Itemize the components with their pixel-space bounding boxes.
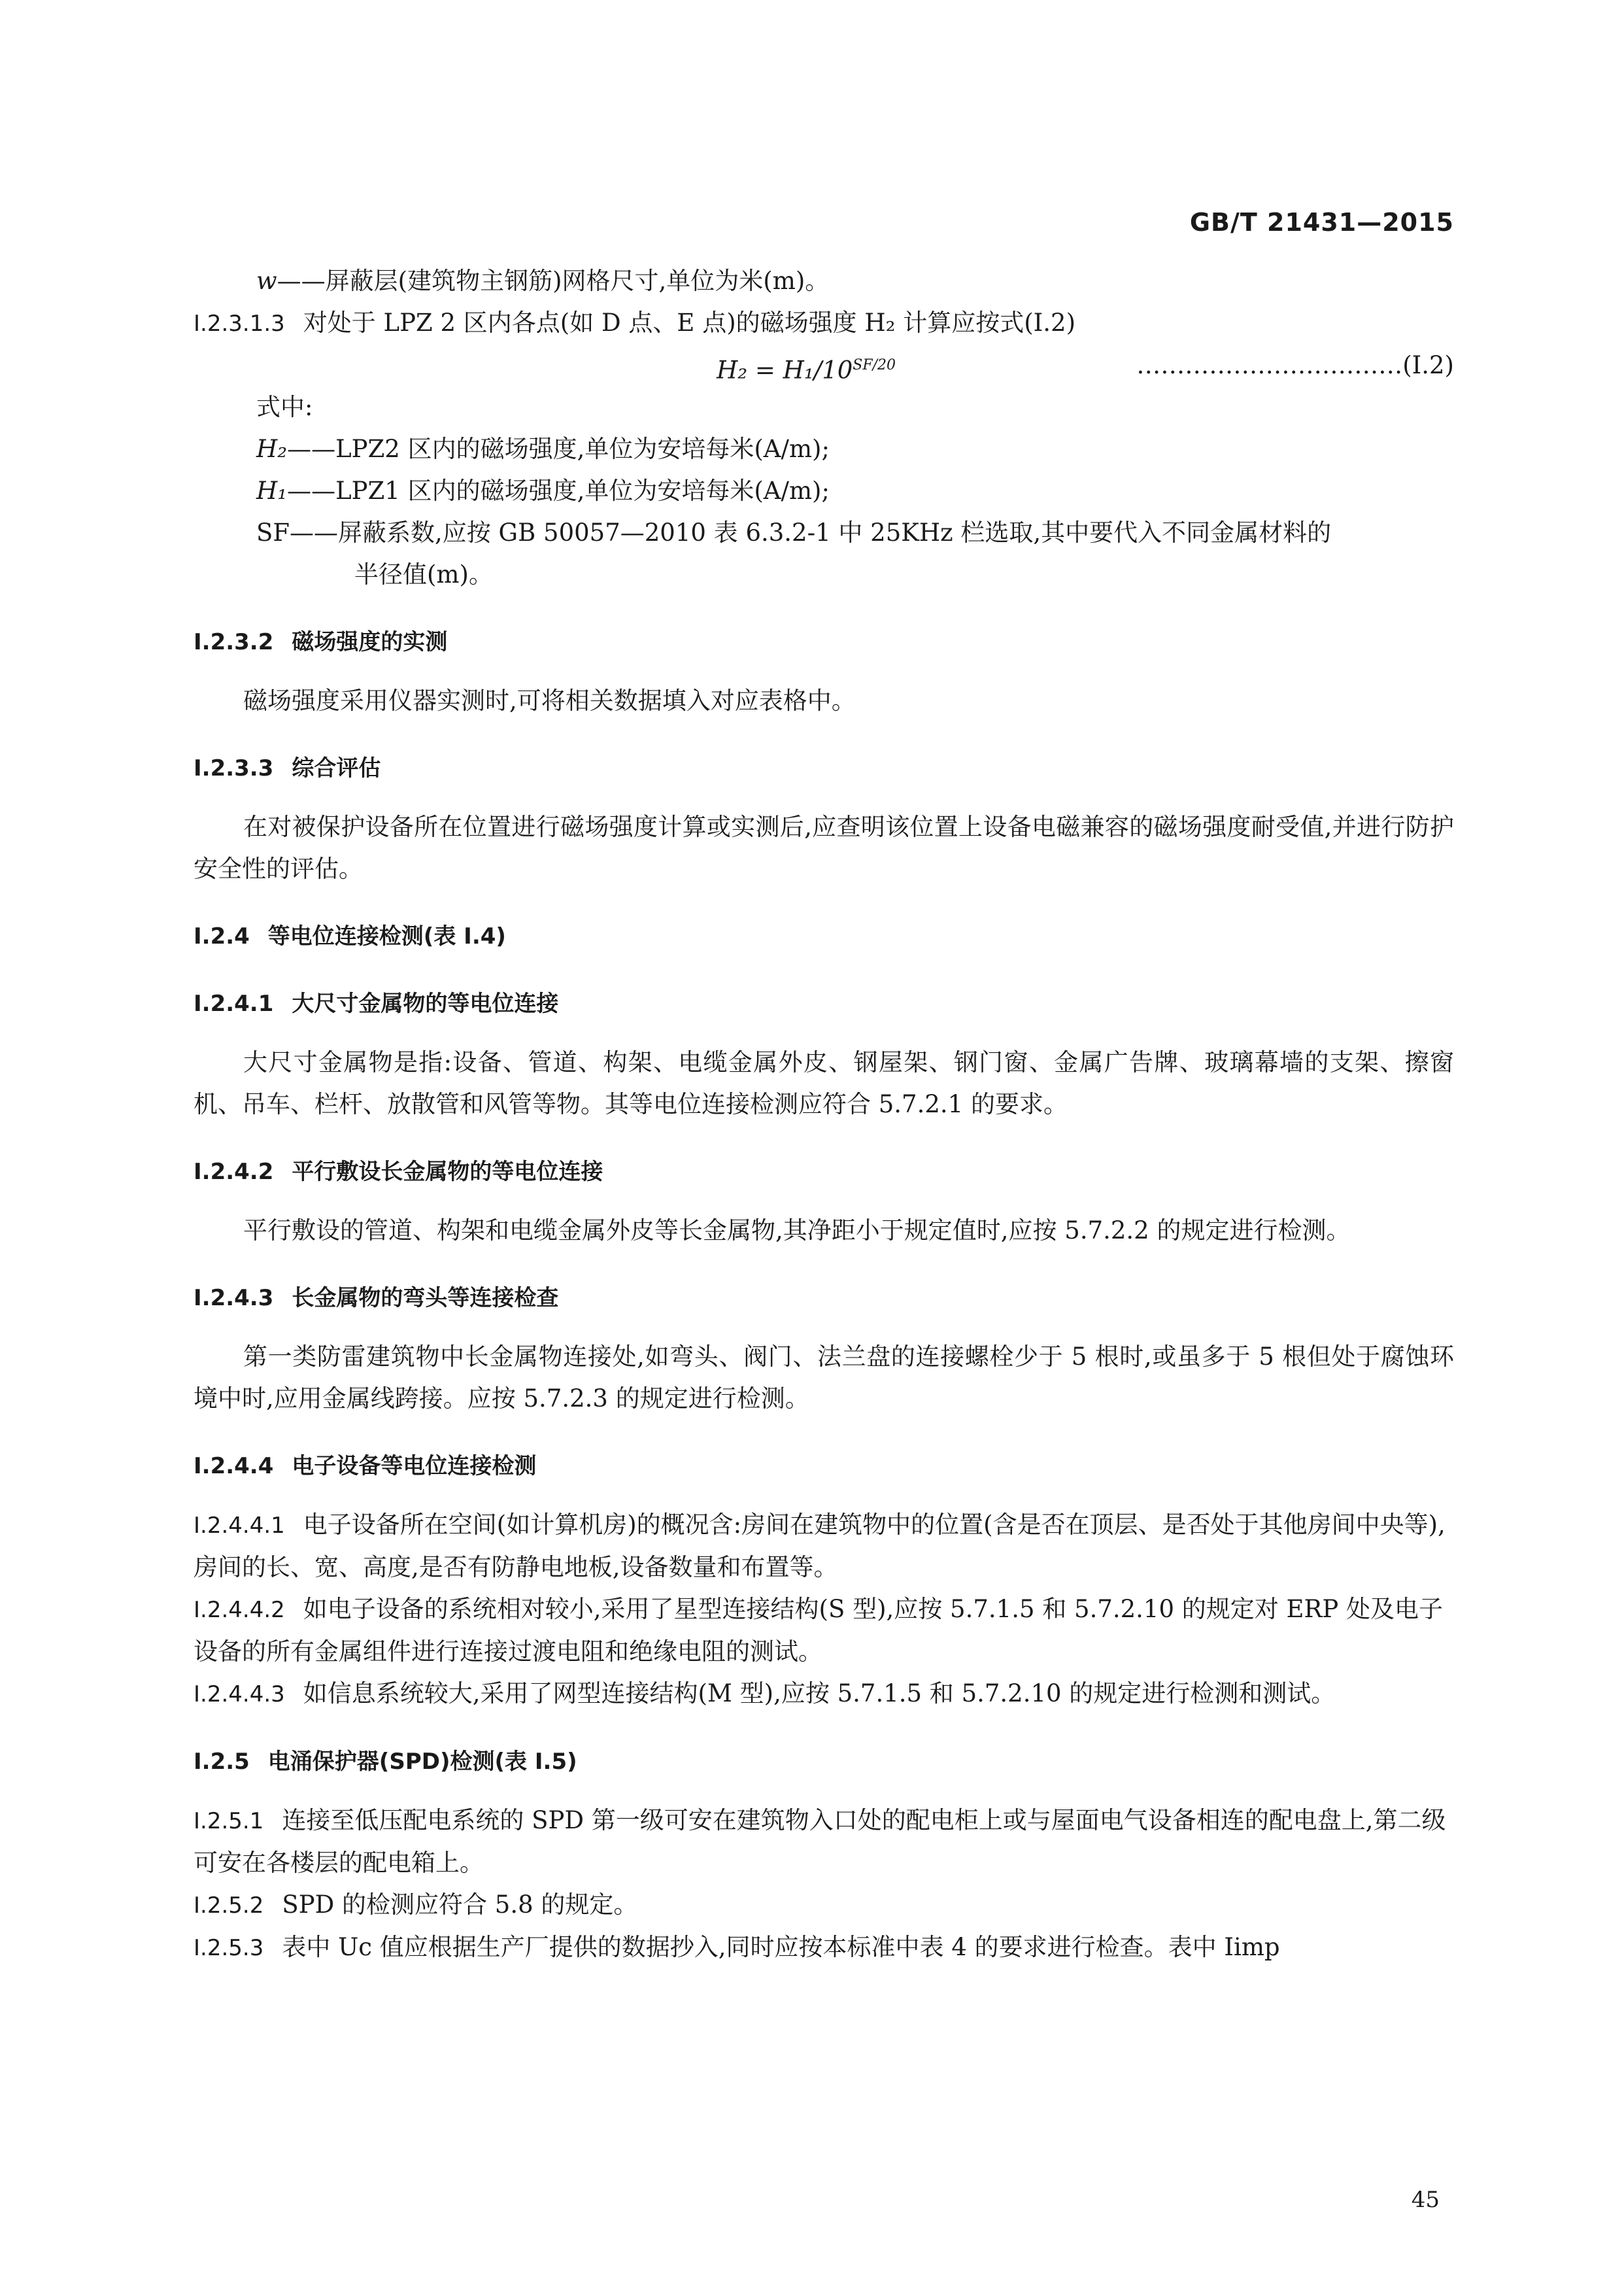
definition-term: w [256,267,277,295]
heading-I-2-4-2 [194,1150,1454,1193]
definition-sf-continued: 半径值(m)。 [354,560,493,589]
clause-I-2-5-3 [194,1926,1454,1969]
definition-h1 [194,470,1454,512]
paragraph-I-2-3-3: 在对被保护设备所在位置进行磁场强度计算或实测后,应查明该位置上设备电磁兼容的磁场强度耐受值,并进行防护安全性的评估。 [194,813,1454,883]
clause-I-2-5-2 [194,1884,1454,1926]
definition-w [194,260,1454,302]
heading-number: I.2.5 [194,1749,250,1775]
clause-text: 电子设备所在空间(如计算机房)的概况含:房间在建筑物中的位置(含是否在顶层、是否处于其他房间中央等),房间的长、宽、高度,是否有防静电地板,设备数量和布置等。 [194,1511,1446,1581]
heading-I-2-3-2 [194,621,1454,663]
where-label: 式中: [256,393,313,421]
formula-I-2 [194,345,1454,386]
heading-number: I.2.4.4 [194,1453,274,1479]
paragraph-I-2-3-2: 磁场强度采用仪器实测时,可将相关数据填入对应表格中。 [243,687,856,715]
heading-title: 等电位连接检测(表 I.4) [267,923,506,950]
clause-I-2-3-1-3 [194,302,1454,345]
paragraph-I-2-4-1: 大尺寸金属物是指:设备、管道、构架、电缆金属外皮、钢屋架、钢门窗、金属广告牌、玻璃幕墙的支架、擦窗机、吊车、栏杆、放散管和风管等物。其等电位连接检测应符合 5.7.2.1 的要求。 [194,1048,1454,1118]
heading-title: 大尺寸金属物的等电位连接 [292,991,559,1017]
formula-expression: $H_2 = H_1/10^{SF/20}$ [717,356,896,385]
definition-h2 [194,428,1454,470]
heading-I-2-4-3 [194,1276,1454,1319]
clause-I-2-4-4-3 [194,1673,1454,1715]
clause-number: I.2.4.4.1 [194,1513,285,1539]
heading-title: 平行敷设长金属物的等电位连接 [292,1159,603,1185]
heading-number: I.2.4 [194,923,250,950]
clause-number: I.2.5.2 [194,1892,264,1919]
clause-I-2-5-1 [194,1800,1454,1884]
clause-I-2-4-4-2 [194,1588,1454,1673]
definition-term: SF [256,519,290,547]
clause-I-2-4-4-1 [194,1504,1454,1588]
heading-title: 综合评估 [292,755,381,781]
page-number: 45 [1411,2187,1440,2213]
definition-term: H₁ [256,477,288,505]
definition-text: ——屏蔽系数,应按 GB 50057—2010 表 6.3.2-1 中 25KHz 栏选取,其中要代入不同金属材料的 [290,519,1332,547]
heading-number: I.2.3.3 [194,755,274,781]
clause-number: I.2.5.1 [194,1808,264,1834]
clause-text: SPD 的检测应符合 5.8 的规定。 [282,1891,638,1919]
clause-text: 如电子设备的系统相对较小,采用了星型连接结构(S 型),应按 5.7.1.5 和 5.7.2.10 的规定对 ERP 处及电子设备的所有金属组件进行连接过渡电阻和绝缘电阻的测试。 [194,1595,1444,1666]
heading-title: 电涌保护器(SPD)检测(表 I.5) [267,1749,577,1775]
definition-text: ——LPZ2 区内的磁场强度,单位为安培每米(A/m); [287,435,830,463]
heading-I-2-3-3 [194,747,1454,789]
clause-text: 如信息系统较大,采用了网型连接结构(M 型),应按 5.7.1.5 和 5.7.2.10 的规定进行检测和测试。 [303,1679,1336,1707]
heading-number: I.2.4.2 [194,1159,274,1185]
clause-number: I.2.4.4.2 [194,1597,285,1623]
clause-text: 表中 Uc 值应根据生产厂提供的数据抄入,同时应按本标准中表 4 的要求进行检查。表中 Iimp [282,1933,1280,1961]
clause-text: 对处于 LPZ 2 区内各点(如 D 点、E 点)的磁场强度 H₂ 计算应按式(I.2) [303,309,1076,337]
heading-title: 电子设备等电位连接检测 [292,1453,537,1479]
clause-number: I.2.3.1.3 [194,311,285,337]
definition-text: ——LPZ1 区内的磁场强度,单位为安培每米(A/m); [287,477,830,505]
heading-I-2-4-1 [194,982,1454,1025]
definition-text: ——屏蔽层(建筑物主钢筋)网格尺寸,单位为米(m)。 [277,267,830,295]
heading-I-2-4-4 [194,1445,1454,1487]
heading-title: 长金属物的弯头等连接检查 [292,1285,559,1311]
heading-I-2-4 [194,915,1454,957]
heading-number: I.2.3.2 [194,629,274,655]
heading-I-2-5 [194,1740,1454,1783]
clause-text: 连接至低压配电系统的 SPD 第一级可安在建筑物入口处的配电柜上或与屋面电气设备相连的配电盘上,第二级可安在各楼层的配电箱上。 [194,1806,1446,1877]
standard-code: GB/T 21431—2015 [1189,208,1454,237]
heading-title: 磁场强度的实测 [292,629,448,655]
heading-number: I.2.4.1 [194,991,274,1017]
paragraph-I-2-4-2: 平行敷设的管道、构架和电缆金属外皮等长金属物,其净距小于规定值时,应按 5.7.2.2 的规定进行检测。 [243,1216,1351,1244]
heading-number: I.2.4.3 [194,1285,274,1311]
paragraph-I-2-4-3: 第一类防雷建筑物中长金属物连接处,如弯头、阀门、法兰盘的连接螺栓少于 5 根时,或虽多于 5 根但处于腐蚀环境中时,应用金属线跨接。应按 5.7.2.3 的规定进行检测。 [194,1343,1454,1412]
clause-number: I.2.4.4.3 [194,1681,285,1707]
formula-exponent: SF/20 [853,357,896,373]
clause-number: I.2.5.3 [194,1935,264,1961]
formula-number: ……………………………(I.2) [1136,351,1454,379]
definition-sf [194,512,1454,554]
document-body [194,260,1454,1969]
definition-term: H₂ [256,435,288,463]
